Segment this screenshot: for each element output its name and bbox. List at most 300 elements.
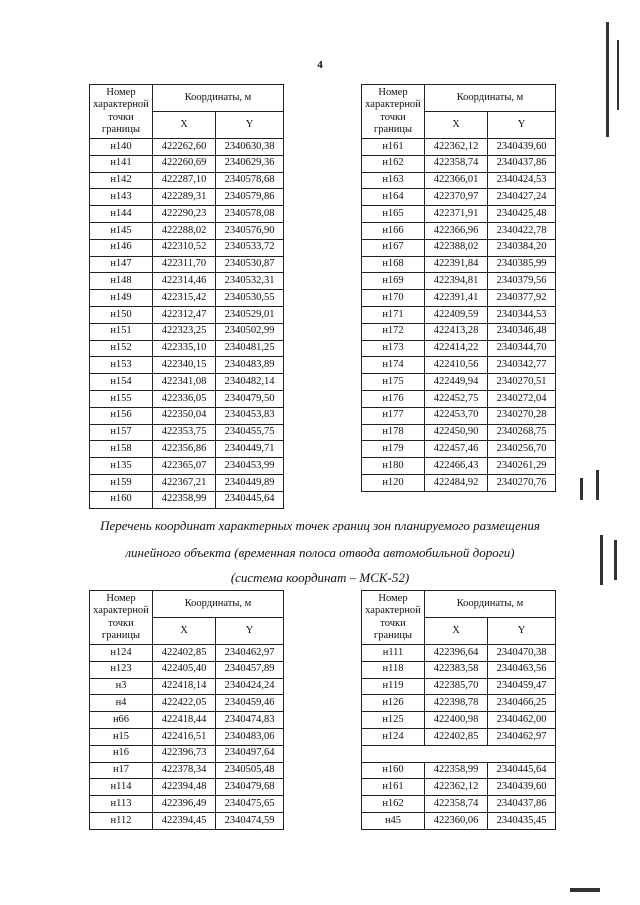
coordinates-table-2-right: [361, 590, 556, 830]
table-row: [362, 728, 556, 745]
y-cell: 2340576,90: [216, 222, 284, 239]
x-header: X: [425, 112, 488, 139]
x-cell: 422394,45: [153, 812, 216, 829]
y-cell: 2340439,60: [488, 779, 556, 796]
y-cell: 2340344,70: [488, 340, 556, 357]
x-header: X: [153, 112, 216, 139]
header-text: точки: [380, 617, 406, 629]
point-number-cell: н126: [362, 695, 425, 712]
header-row: [362, 85, 556, 112]
y-cell: 2340530,55: [216, 290, 284, 307]
point-number-cell: н16: [90, 745, 153, 762]
table-row: [362, 189, 556, 206]
x-cell: 422452,75: [425, 390, 488, 407]
x-cell: 422356,86: [153, 441, 216, 458]
table-row: [90, 762, 284, 779]
table-row: [362, 441, 556, 458]
table-row: [362, 474, 556, 491]
y-cell: 2340497,64: [216, 745, 284, 762]
table-row: [90, 491, 284, 508]
scan-artifact: [614, 540, 617, 580]
y-cell: 2340270,51: [488, 374, 556, 391]
y-cell: 2340579,86: [216, 189, 284, 206]
x-cell: 422449,94: [425, 374, 488, 391]
x-cell: 422358,99: [425, 762, 488, 779]
point-number-cell: н141: [90, 155, 153, 172]
point-number-cell: н3: [90, 678, 153, 695]
point-number-cell: н177: [362, 407, 425, 424]
point-number-cell: н156: [90, 407, 153, 424]
x-cell: 422422,05: [153, 695, 216, 712]
point-number-cell: н145: [90, 222, 153, 239]
table-row: [90, 206, 284, 223]
y-cell: 2340483,89: [216, 357, 284, 374]
y-cell: 2340502,99: [216, 323, 284, 340]
y-cell: 2340532,31: [216, 273, 284, 290]
point-number-cell: н148: [90, 273, 153, 290]
point-number-cell: н180: [362, 458, 425, 475]
point-number-header: [362, 591, 425, 645]
point-number-cell: н168: [362, 256, 425, 273]
point-number-cell: н158: [90, 441, 153, 458]
point-number-cell: н125: [362, 712, 425, 729]
point-number-cell: н120: [362, 474, 425, 491]
table-row: [362, 695, 556, 712]
y-cell: 2340261,29: [488, 458, 556, 475]
x-cell: 422416,51: [153, 728, 216, 745]
header-text: Номер: [378, 87, 408, 99]
x-cell: 422370,97: [425, 189, 488, 206]
y-cell: 2340439,60: [488, 139, 556, 156]
table-row: [90, 812, 284, 829]
table-row: [362, 139, 556, 156]
caption-line-1: Перечень координат характерных точек границ зон планируемого размещения: [100, 518, 540, 533]
point-number-header: [362, 85, 425, 139]
table-row: [362, 155, 556, 172]
header-text: точки: [108, 617, 134, 629]
point-number-header: [90, 591, 153, 645]
point-number-cell: н112: [90, 812, 153, 829]
point-number-cell: н142: [90, 172, 153, 189]
x-cell: 422366,96: [425, 222, 488, 239]
x-cell: 422358,99: [153, 491, 216, 508]
y-cell: 2340435,45: [488, 812, 556, 829]
header-text: характерной: [365, 99, 421, 111]
table-row: [90, 458, 284, 475]
coordinates-table-1-right: [361, 84, 556, 492]
header-text: границы: [101, 629, 141, 641]
y-cell: 2340482,14: [216, 374, 284, 391]
table-row: [90, 273, 284, 290]
scan-artifact: [570, 888, 600, 892]
y-cell: 2340385,99: [488, 256, 556, 273]
y-cell: 2340630,38: [216, 139, 284, 156]
y-cell: 2340346,48: [488, 323, 556, 340]
table-row: [362, 290, 556, 307]
x-cell: 422314,46: [153, 273, 216, 290]
point-number-cell: н144: [90, 206, 153, 223]
table-row: [90, 256, 284, 273]
header-text: характерной: [93, 99, 149, 111]
y-cell: 2340578,08: [216, 206, 284, 223]
y-cell: 2340268,75: [488, 424, 556, 441]
x-cell: 422378,34: [153, 762, 216, 779]
table-row: [90, 189, 284, 206]
table-row: [362, 256, 556, 273]
header-text: Номер: [106, 87, 136, 99]
table-row: [90, 155, 284, 172]
table-row: [362, 340, 556, 357]
point-number-cell: н154: [90, 374, 153, 391]
y-cell: 2340462,00: [488, 712, 556, 729]
x-cell: 422391,84: [425, 256, 488, 273]
y-cell: 2340256,70: [488, 441, 556, 458]
y-cell: 2340462,97: [488, 728, 556, 745]
point-number-cell: н150: [90, 306, 153, 323]
point-number-cell: н113: [90, 796, 153, 813]
x-cell: 422367,21: [153, 474, 216, 491]
x-cell: 422350,04: [153, 407, 216, 424]
point-number-cell: н170: [362, 290, 425, 307]
point-number-cell: н17: [90, 762, 153, 779]
x-cell: 422323,25: [153, 323, 216, 340]
table-row: [90, 796, 284, 813]
scan-artifact: [580, 478, 583, 500]
point-number-cell: н157: [90, 424, 153, 441]
x-cell: 422366,01: [425, 172, 488, 189]
x-cell: 422310,52: [153, 239, 216, 256]
point-number-cell: н118: [362, 661, 425, 678]
y-cell: 2340470,38: [488, 645, 556, 662]
scan-artifact: [600, 535, 603, 585]
y-cell: 2340425,48: [488, 206, 556, 223]
y-cell: 2340424,53: [488, 172, 556, 189]
point-number-cell: н4: [90, 695, 153, 712]
table-row: [362, 424, 556, 441]
header-text: Номер: [378, 593, 408, 605]
point-number-cell: н174: [362, 357, 425, 374]
x-cell: 422383,58: [425, 661, 488, 678]
table-row: [362, 661, 556, 678]
y-header: Y: [216, 618, 284, 645]
point-number-cell: н15: [90, 728, 153, 745]
table-row: [90, 172, 284, 189]
y-cell: 2340445,64: [488, 762, 556, 779]
y-cell: 2340377,92: [488, 290, 556, 307]
x-cell: 422262,60: [153, 139, 216, 156]
y-cell: 2340455,75: [216, 424, 284, 441]
header-text: границы: [101, 123, 141, 135]
x-cell: 422340,15: [153, 357, 216, 374]
y-header: Y: [216, 112, 284, 139]
y-cell: 2340578,68: [216, 172, 284, 189]
point-number-cell: н161: [362, 779, 425, 796]
point-number-cell: н165: [362, 206, 425, 223]
y-cell: 2340424,24: [216, 678, 284, 695]
y-cell: 2340505,48: [216, 762, 284, 779]
y-cell: 2340453,83: [216, 407, 284, 424]
y-cell: 2340629,36: [216, 155, 284, 172]
table-row: [90, 779, 284, 796]
x-cell: 422484,92: [425, 474, 488, 491]
coordinates-header: Координаты, м: [153, 591, 284, 618]
table-row: [90, 712, 284, 729]
scan-artifact: [606, 22, 609, 137]
x-cell: 422288,02: [153, 222, 216, 239]
point-number-cell: н163: [362, 172, 425, 189]
point-number-cell: н124: [362, 728, 425, 745]
point-number-cell: н162: [362, 155, 425, 172]
caption-line-3: (система координат – МСК-52): [230, 570, 410, 585]
table-row: [362, 306, 556, 323]
y-cell: 2340449,89: [216, 474, 284, 491]
x-cell: 422388,02: [425, 239, 488, 256]
y-cell: 2340449,71: [216, 441, 284, 458]
x-cell: 422405,40: [153, 661, 216, 678]
x-cell: 422391,41: [425, 290, 488, 307]
header-text: Номер: [106, 593, 136, 605]
table-row: [90, 695, 284, 712]
x-cell: 422402,85: [153, 645, 216, 662]
x-cell: 422394,81: [425, 273, 488, 290]
y-cell: 2340272,04: [488, 390, 556, 407]
point-number-cell: н147: [90, 256, 153, 273]
point-number-cell: н151: [90, 323, 153, 340]
y-cell: 2340270,76: [488, 474, 556, 491]
x-cell: 422358,74: [425, 796, 488, 813]
coordinates-table-2-left: [89, 590, 284, 830]
y-cell: 2340445,64: [216, 491, 284, 508]
point-number-header: [90, 85, 153, 139]
point-number-cell: н124: [90, 645, 153, 662]
point-number-cell: н66: [90, 712, 153, 729]
table-row: [90, 239, 284, 256]
point-number-cell: н143: [90, 189, 153, 206]
table-row: [362, 779, 556, 796]
point-number-cell: н160: [90, 491, 153, 508]
table-row: [362, 374, 556, 391]
coordinates-table-1-left: [89, 84, 284, 509]
point-number-cell: н167: [362, 239, 425, 256]
point-number-cell: н140: [90, 139, 153, 156]
table-row: [90, 323, 284, 340]
y-cell: 2340427,24: [488, 189, 556, 206]
x-cell: 422453,70: [425, 407, 488, 424]
x-cell: 422396,64: [425, 645, 488, 662]
y-cell: 2340474,59: [216, 812, 284, 829]
header-row: [90, 591, 284, 618]
x-header: X: [153, 618, 216, 645]
header-text: характерной: [93, 605, 149, 617]
x-cell: 422260,69: [153, 155, 216, 172]
table-row: [362, 796, 556, 813]
point-number-cell: н153: [90, 357, 153, 374]
point-number-cell: н172: [362, 323, 425, 340]
y-cell: 2340384,20: [488, 239, 556, 256]
table-row: [90, 441, 284, 458]
x-cell: 422385,70: [425, 678, 488, 695]
point-number-cell: н162: [362, 796, 425, 813]
x-cell: 422418,14: [153, 678, 216, 695]
point-number-cell: н171: [362, 306, 425, 323]
table-row: [362, 222, 556, 239]
x-cell: 422450,90: [425, 424, 488, 441]
y-cell: 2340379,56: [488, 273, 556, 290]
x-cell: 422289,31: [153, 189, 216, 206]
x-cell: 422466,43: [425, 458, 488, 475]
y-cell: 2340474,83: [216, 712, 284, 729]
x-cell: 422371,91: [425, 206, 488, 223]
table-row: [90, 139, 284, 156]
x-cell: 422336,05: [153, 390, 216, 407]
y-header: Y: [488, 112, 556, 139]
y-cell: 2340459,46: [216, 695, 284, 712]
table-row: [90, 290, 284, 307]
point-number-cell: н166: [362, 222, 425, 239]
point-number-cell: н169: [362, 273, 425, 290]
x-cell: 422400,98: [425, 712, 488, 729]
x-cell: 422409,59: [425, 306, 488, 323]
x-cell: 422341,08: [153, 374, 216, 391]
x-cell: 422394,48: [153, 779, 216, 796]
x-cell: 422287,10: [153, 172, 216, 189]
point-number-cell: н146: [90, 239, 153, 256]
point-number-cell: н111: [362, 645, 425, 662]
y-cell: 2340437,86: [488, 155, 556, 172]
y-cell: 2340437,86: [488, 796, 556, 813]
table-row: [90, 728, 284, 745]
point-number-cell: н176: [362, 390, 425, 407]
point-number-cell: н175: [362, 374, 425, 391]
y-cell: 2340453,99: [216, 458, 284, 475]
x-cell: 422315,42: [153, 290, 216, 307]
header-text: точки: [380, 111, 406, 123]
scan-artifact: [617, 40, 619, 110]
scan-artifact: [596, 470, 599, 500]
table-row: [362, 678, 556, 695]
point-number-cell: н160: [362, 762, 425, 779]
y-cell: 2340529,01: [216, 306, 284, 323]
table-row: [90, 222, 284, 239]
point-number-cell: н155: [90, 390, 153, 407]
x-cell: 422362,12: [425, 139, 488, 156]
point-number-cell: н159: [90, 474, 153, 491]
table-row: [362, 712, 556, 729]
x-cell: 422398,78: [425, 695, 488, 712]
table-row: [362, 812, 556, 829]
x-cell: 422402,85: [425, 728, 488, 745]
table-row: [362, 762, 556, 779]
x-cell: 422457,46: [425, 441, 488, 458]
point-number-cell: н179: [362, 441, 425, 458]
table-row: [90, 340, 284, 357]
table-row: [362, 206, 556, 223]
header-text: границы: [373, 629, 413, 641]
table-row: [362, 407, 556, 424]
caption-line-2: линейного объекта (временная полоса отвода автомобильной дороги): [125, 545, 515, 560]
y-cell: 2340475,65: [216, 796, 284, 813]
y-cell: 2340479,68: [216, 779, 284, 796]
x-cell: 422396,73: [153, 745, 216, 762]
table-row: [90, 306, 284, 323]
table-row: [90, 474, 284, 491]
x-cell: 422365,07: [153, 458, 216, 475]
table-row: [362, 239, 556, 256]
point-number-cell: н173: [362, 340, 425, 357]
y-cell: 2340463,56: [488, 661, 556, 678]
y-cell: 2340457,89: [216, 661, 284, 678]
point-number-cell: н123: [90, 661, 153, 678]
point-number-cell: н178: [362, 424, 425, 441]
x-cell: 422358,74: [425, 155, 488, 172]
point-number-cell: н135: [90, 458, 153, 475]
x-cell: 422410,56: [425, 357, 488, 374]
point-number-cell: н119: [362, 678, 425, 695]
y-cell: 2340462,97: [216, 645, 284, 662]
x-cell: 422360,06: [425, 812, 488, 829]
table-row: [362, 273, 556, 290]
point-number-cell: н149: [90, 290, 153, 307]
table-row: [90, 678, 284, 695]
y-cell: 2340466,25: [488, 695, 556, 712]
x-cell: 422418,44: [153, 712, 216, 729]
coordinates-header: Координаты, м: [425, 591, 556, 618]
table-row: [90, 357, 284, 374]
coordinates-header: Координаты, м: [425, 85, 556, 112]
y-cell: 2340344,53: [488, 306, 556, 323]
table-row: [362, 323, 556, 340]
empty-row: [362, 745, 556, 762]
coordinates-header: Координаты, м: [153, 85, 284, 112]
table-row: [362, 390, 556, 407]
header-row: [362, 591, 556, 618]
table-row: [90, 661, 284, 678]
table-row: [362, 458, 556, 475]
y-cell: 2340342,77: [488, 357, 556, 374]
y-cell: 2340483,06: [216, 728, 284, 745]
header-row: [90, 85, 284, 112]
header-text: точки: [108, 111, 134, 123]
point-number-cell: н45: [362, 812, 425, 829]
y-header: Y: [488, 618, 556, 645]
table-row: [90, 745, 284, 762]
table-row: [90, 407, 284, 424]
x-cell: 422290,23: [153, 206, 216, 223]
x-header: X: [425, 618, 488, 645]
table-row: [90, 645, 284, 662]
x-cell: 422335,10: [153, 340, 216, 357]
x-cell: 422311,70: [153, 256, 216, 273]
table-row: [362, 357, 556, 374]
point-number-cell: н161: [362, 139, 425, 156]
header-text: характерной: [365, 605, 421, 617]
y-cell: 2340459,47: [488, 678, 556, 695]
table-row: [90, 374, 284, 391]
point-number-cell: н152: [90, 340, 153, 357]
point-number-cell: н164: [362, 189, 425, 206]
table-row: [362, 172, 556, 189]
table-row: [90, 390, 284, 407]
x-cell: 422362,12: [425, 779, 488, 796]
table-row: [362, 645, 556, 662]
page-number: 4: [317, 59, 323, 71]
point-number-cell: н114: [90, 779, 153, 796]
y-cell: 2340422,78: [488, 222, 556, 239]
table-row: [90, 424, 284, 441]
x-cell: 422396,49: [153, 796, 216, 813]
y-cell: 2340533,72: [216, 239, 284, 256]
y-cell: 2340530,87: [216, 256, 284, 273]
